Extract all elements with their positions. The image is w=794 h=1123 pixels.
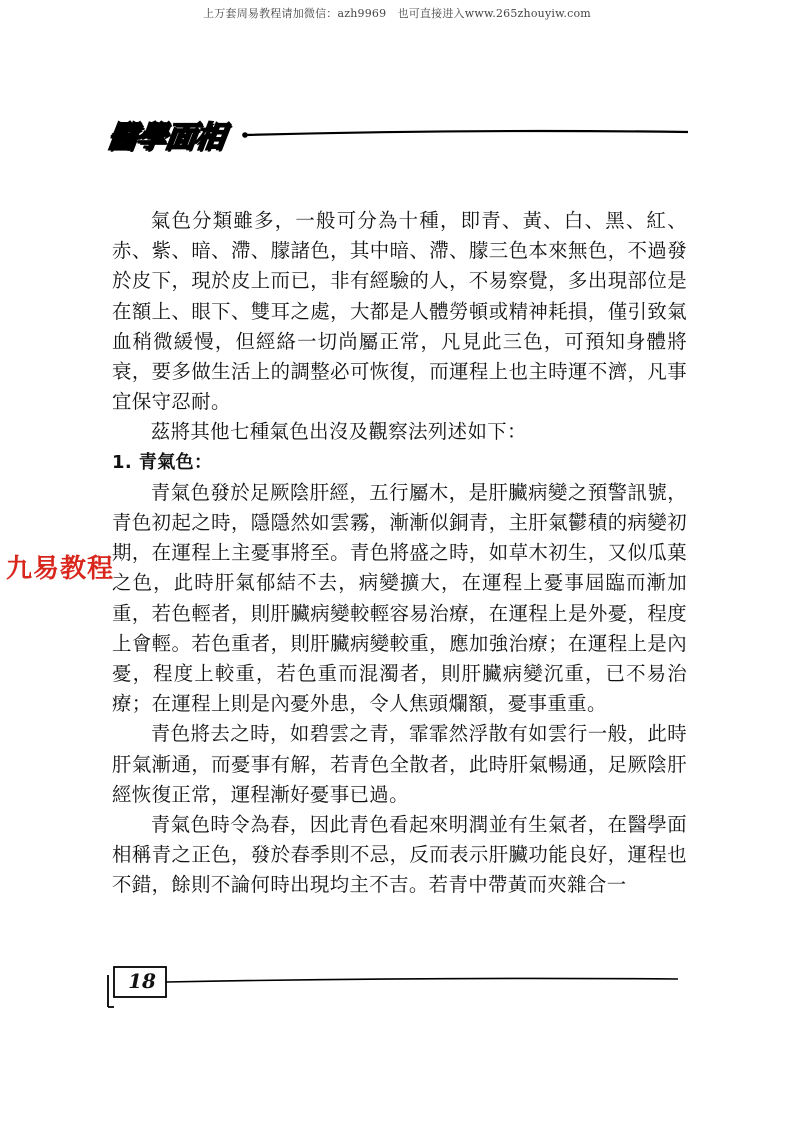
paragraph: 青氣色時令為春，因此青色看起來明潤並有生氣者，在醫學面相稱青之正色，發於春季則不忌，反而表示肝臟功能良好，運程也不錯，餘則不論何時出現均主不吉。若青中帶黃而夾雜合一 [112,813,687,897]
watermark: 九易教程 [6,554,115,584]
book-title: 醫學面相 [105,120,226,155]
page-number: 18 [128,969,156,993]
footer-frame [104,963,684,1013]
paragraph: 青色將去之時，如碧雲之青，霏霏然浮散有如雲行一般，此時肝氣漸通，而憂事有解，若青色全散者，此時肝氣暢通，足厥陰肝經恢復正常，運程漸好憂事已過。 [112,722,687,806]
paragraph: 茲將其他七種氣色出沒及觀察法列述如下： [150,420,527,444]
page-header [105,108,698,158]
body-text [112,206,687,901]
section-heading: 1. 青氣色： [112,451,213,473]
paragraph: 氣色分類雖多，一般可分為十種，即青、黃、白、黑、紅、赤、紫、暗、滯、朦諸色，其中暗、滯、朦三色本來無色，不過發於皮下，現於皮上而已，非有經驗的人，不易察覺，多出現部位是在額上、眼下、雙耳之處，大都是人體勞頓或精神耗損，僅引致氣血稍微緩慢，但經絡一切尚屬正常，凡見此三色，可預知身體將衰，要多做生活上的調整必可恢復，而運程上也主時運不濟，凡事宜保守忍耐。 [112,209,687,414]
paragraph: 青氣色發於足厥陰肝經，五行屬木，是肝臟病變之預警訊號，青色初起之時，隱隱然如雲霧，漸漸似銅青，主肝氣鬱積的病變初期，在運程上主憂事將至。青色將盛之時，如草木初生，又似瓜菓之色，此時肝氣郁結不去，病變擴大，在運程上憂事屆臨而漸加重，若色輕者，則肝臟病變較輕容易治療，在運程上是外憂，程度上會輕。若色重者，則肝臟病變較重，應加強治療；在運程上是內憂，程度上較重，若色重而混濁者，則肝臟病變沉重，已不易治療；在運程上則是內憂外患，令人焦頭爛額，憂事重重。 [112,480,687,716]
page-footer [104,963,684,1013]
top-note: 上万套周易教程请加微信：azh9969 也可直接进入www.265zhouyiw.com [203,7,591,20]
